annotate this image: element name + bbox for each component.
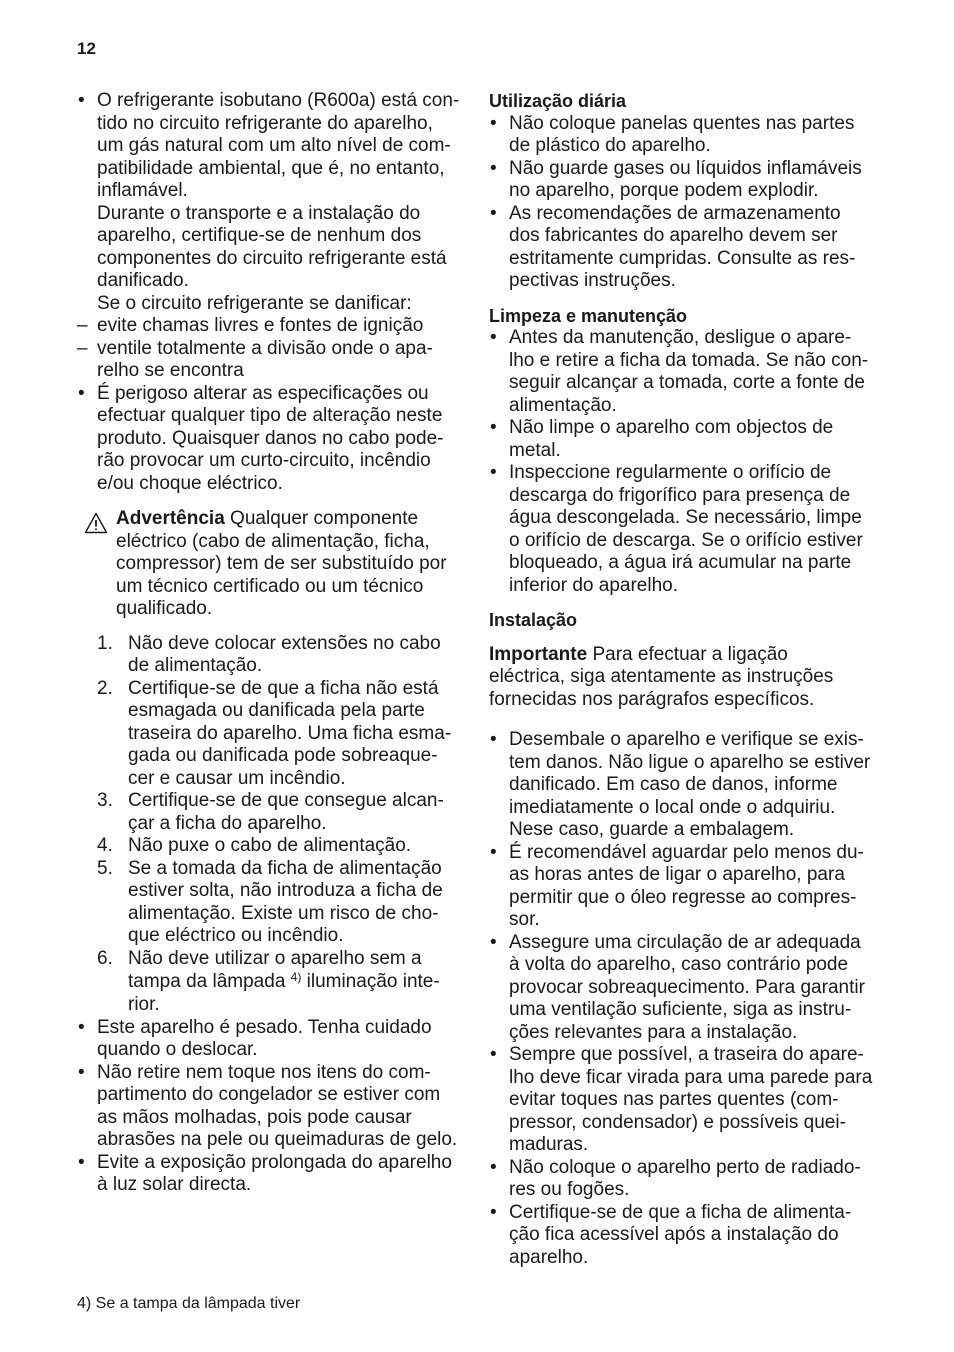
list-item: 3. Certifique-se de que consegue alcan- çar a ficha do aparelho. bbox=[97, 790, 444, 834]
list-item bbox=[77, 90, 467, 315]
important-note: Importante Para efectuar a ligação eléctrica, siga atentamente as instruções fornecidas nos parágrafos específicos. bbox=[489, 643, 834, 710]
page-number: 12 bbox=[77, 39, 96, 58]
list-item: – ventile totalmente a divisão onde o apa- relho se encontra bbox=[77, 338, 467, 383]
safety-bullet-list bbox=[77, 1017, 467, 1197]
list-item: • Certifique-se de que a ficha de alimenta- ção fica acessível após a instalação do aparelho. bbox=[489, 1202, 881, 1270]
list-item: • Não coloque panelas quentes nas partes de plástico do aparelho. bbox=[489, 113, 881, 158]
list-item: • Este aparelho é pesado. Tenha cuidado quando o deslocar. bbox=[77, 1017, 467, 1062]
left-column bbox=[77, 90, 467, 1197]
right-column bbox=[489, 90, 881, 1269]
daily-use-list bbox=[489, 113, 881, 293]
list-item: • É recomendável aguardar pelo menos du- as horas antes de ligar o aparelho, para permitir que o óleo regresse ao compres- sor. bbox=[489, 842, 881, 932]
list-item: • Não guarde gases ou líquidos inflamáveis no aparelho, porque podem explodir. bbox=[489, 158, 881, 203]
list-item: 1. Não deve colocar extensões no cabo de alimentação. bbox=[97, 632, 441, 676]
cleaning-list bbox=[489, 327, 881, 597]
list-item: 5. Se a tomada da ficha de alimentação estiver solta, não introduza a ficha de alimentação. Existe um risco de cho- que eléctrico ou incêndio. bbox=[97, 857, 443, 946]
footnote: 4) Se a tampa da lâmpada tiver bbox=[77, 1295, 301, 1312]
list-item: • As recomendações de armazenamento dos fabricantes do aparelho devem ser estritamente cumpridas. Consulte as res- pectivas instruções. bbox=[489, 203, 881, 293]
warning-triangle-icon bbox=[84, 512, 108, 534]
list-item: 6. Não deve utilizar o aparelho sem a tampa da lâmpada $^{4)}$ iluminação inte- rior. bbox=[97, 947, 440, 1015]
list-item: • Desembale o aparelho e verifique se exis- tem danos. Não ligue o aparelho se estiver danificado. Em caso de danos, informe imediatamente o local onde o adquiriu. Nese caso, guarde a embalagem. bbox=[489, 729, 881, 842]
list-item: 4. Não puxe o cabo de alimentação. bbox=[97, 835, 412, 856]
heading-installation: Instalação bbox=[489, 610, 578, 630]
list-item: • É perigoso alterar as especificações ou efectuar qualquer tipo de alteração neste produto. Quaisquer danos no cabo pode- rão provocar um curto-circuito, incêndio e/ou choque eléctrico. bbox=[77, 383, 467, 496]
list-item: 2. Certifique-se de que a ficha não está esmagada ou danificada pela parte traseira do aparelho. Uma ficha esma- gada ou danificada pode sobreaque- cer e causar um incêndio. bbox=[97, 677, 452, 789]
refrigerant-paragraph: • O refrigerante isobutano (R600a) está con- tido no circuito refrigerante do aparelho, um gás natural com um alto nível de com- patibilidade ambiental, que é, no entanto, inflamável. Durante o transporte e a instalação do aparelho, certifique-se de nenhum dos componentes do circuito refrigerante está danificado. Se o circuito refrigerante se danificar: bbox=[97, 90, 460, 314]
heading-daily-use: Utilização diária bbox=[489, 91, 627, 111]
list-item: • Não coloque o aparelho perto de radiado- res ou fogões. bbox=[489, 1157, 881, 1202]
footnote-reference: 4) bbox=[290, 970, 302, 984]
dash-list bbox=[77, 315, 467, 383]
warning-block: Advertência Qualquer componente eléctrico (cabo de alimentação, ficha, compressor) tem de ser substituído por um técnico certificado ou um técnico qualificado. bbox=[77, 508, 467, 621]
safety-bullet-list bbox=[77, 383, 467, 496]
list-item: • Assegure uma circulação de ar adequada à volta do aparelho, caso contrário pode provocar sobreaquecimento. Para garantir uma ventilação suficiente, siga as instru- ções relevantes para a instalação. bbox=[489, 932, 881, 1045]
important-label: Importante bbox=[489, 643, 588, 665]
warning-label: Advertência bbox=[116, 508, 225, 529]
list-item: • Antes da manutenção, desligue o apare- lho e retire a ficha da tomada. Se não con- seguir alcançar a tomada, corte a fonte de alimentação. bbox=[489, 327, 881, 417]
list-item: – evite chamas livres e fontes de ignição bbox=[77, 315, 467, 338]
list-item: • Sempre que possível, a traseira do apare- lho deve ficar virada para uma parede para evitar toques nas partes quentes (com- pressor, condensador) e possíveis quei- maduras. bbox=[489, 1044, 881, 1157]
list-item: • Inspeccione regularmente o orifício de descarga do frigorífico para presença de água descongelada. Se necessário, limpe o orifício de descarga. Se o orifício estiver bloqueado, a água irá acumular na parte inferior do aparelho. bbox=[489, 462, 881, 597]
installation-list bbox=[489, 729, 881, 1269]
heading-cleaning: Limpeza e manutenção bbox=[489, 305, 688, 326]
safety-bullet-list bbox=[77, 90, 467, 315]
list-item: • Não retire nem toque nos itens do com- partimento do congelador se estiver com as mãos molhadas, pois pode causar abrasões na pele ou queimaduras de gelo. bbox=[77, 1062, 467, 1152]
list-item: • Evite a exposição prolongada do aparelho à luz solar directa. bbox=[77, 1152, 467, 1197]
numbered-list bbox=[77, 633, 467, 1017]
list-item: • Não limpe o aparelho com objectos de metal. bbox=[489, 417, 881, 462]
